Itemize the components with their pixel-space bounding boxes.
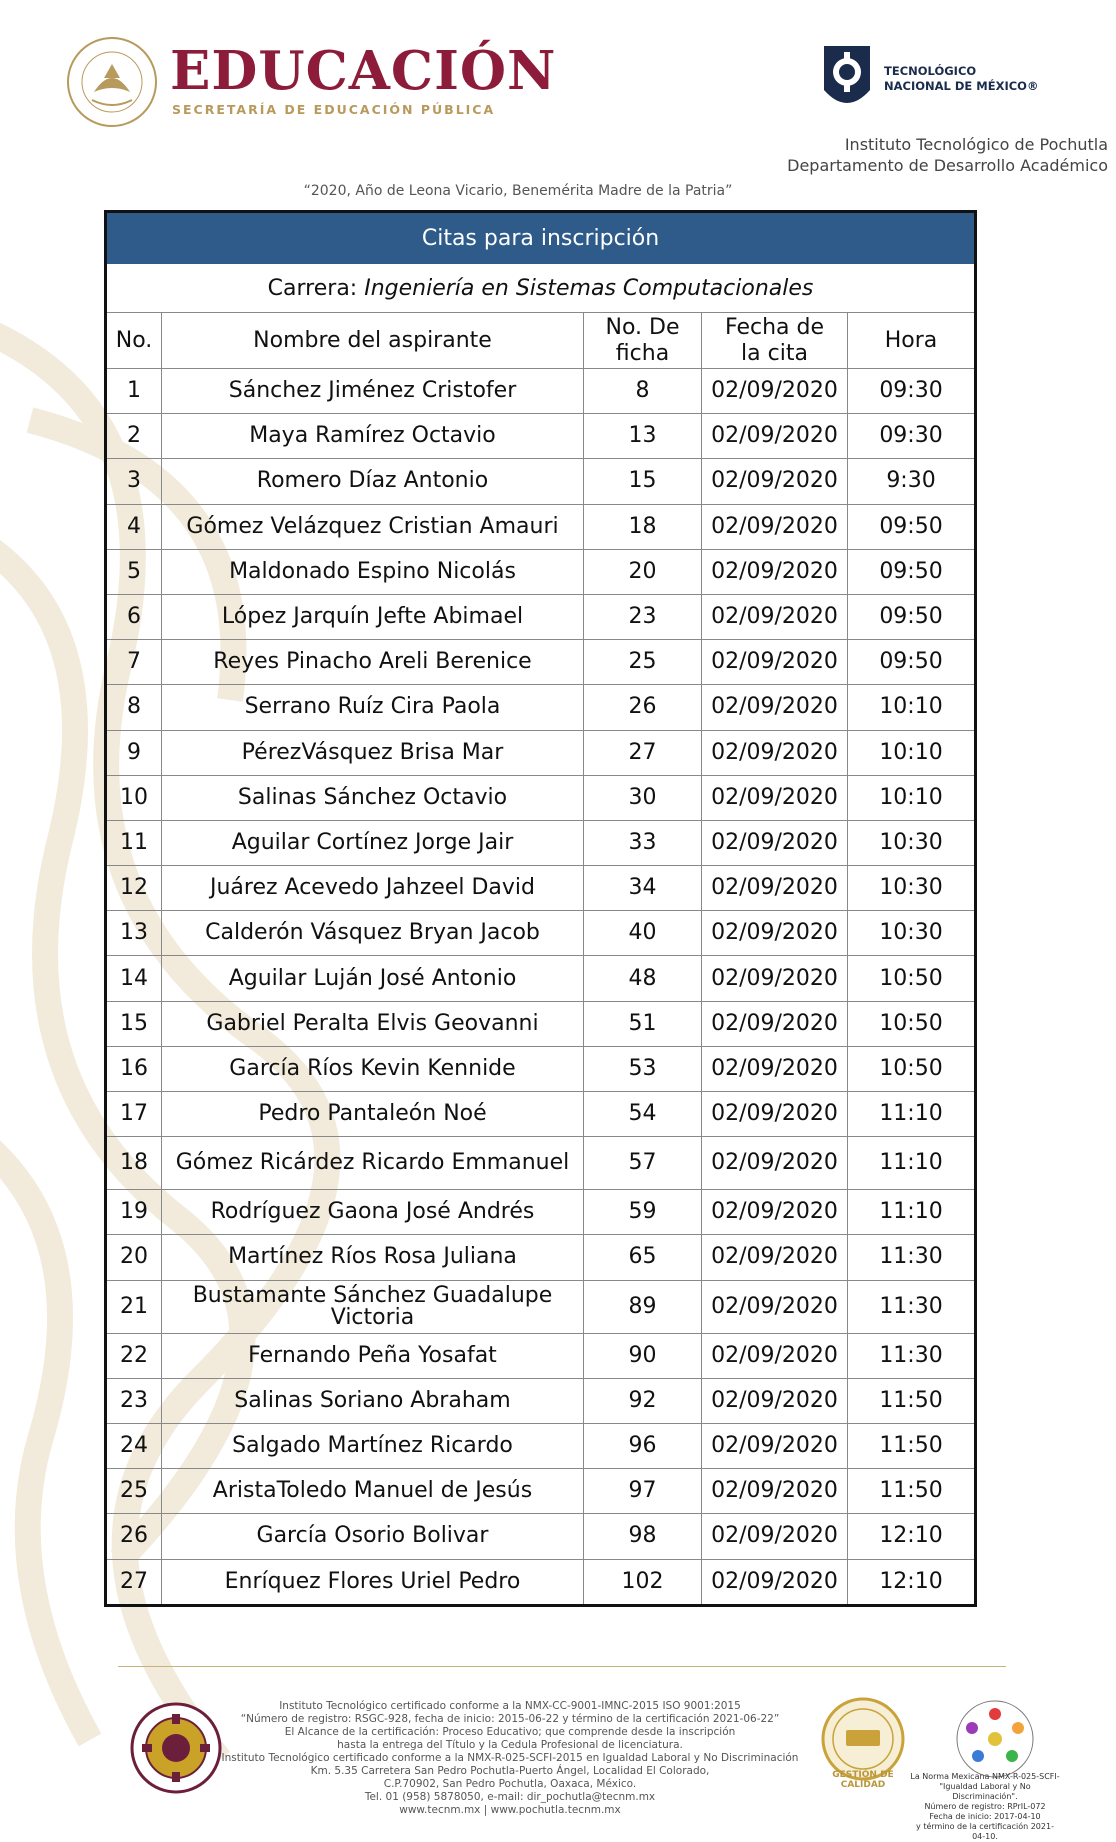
cell-ficha: 26 <box>584 685 702 730</box>
tecnm-name <box>884 64 1038 94</box>
cell-no: 20 <box>106 1235 162 1280</box>
table-row <box>106 820 976 865</box>
table-row <box>106 369 976 414</box>
cell-fecha: 02/09/2020 <box>702 1423 848 1468</box>
footer-line: Km. 5.35 Carretera San Pedro Pochutla-Puerto Ángel, Localidad El Colorado, <box>310 1765 710 1777</box>
tecnm-line2: NACIONAL DE MÉXICO® <box>884 79 1039 93</box>
cell-no: 27 <box>106 1559 162 1605</box>
cell-hora: 11:10 <box>848 1190 976 1235</box>
cell-ficha: 15 <box>584 459 702 504</box>
itp-logo-icon <box>128 1700 224 1796</box>
cell-fecha: 02/09/2020 <box>702 414 848 459</box>
igualdad-line: y término de la certificación 2021-04-10. <box>916 1822 1054 1841</box>
mexico-seal-icon <box>64 34 160 130</box>
igualdad-line: "Igualdad Laboral y No Discriminación". <box>939 1782 1031 1801</box>
cell-hora: 10:10 <box>848 775 976 820</box>
cell-ficha: 53 <box>584 1046 702 1091</box>
cell-hora: 11:10 <box>848 1092 976 1137</box>
table-row <box>106 459 976 504</box>
col-ficha-line1: No. De <box>605 314 680 340</box>
cell-no: 19 <box>106 1190 162 1235</box>
cell-nombre: Sánchez Jiménez Cristofer <box>162 369 584 414</box>
cell-ficha: 57 <box>584 1137 702 1190</box>
igualdad-laboral-icon <box>950 1696 1040 1782</box>
cell-ficha: 97 <box>584 1469 702 1514</box>
cell-no: 10 <box>106 775 162 820</box>
table-row <box>106 1092 976 1137</box>
cell-ficha: 18 <box>584 504 702 549</box>
cell-ficha: 65 <box>584 1235 702 1280</box>
cell-fecha: 02/09/2020 <box>702 866 848 911</box>
header <box>0 0 1116 200</box>
cell-no: 21 <box>106 1280 162 1333</box>
table-row <box>106 911 976 956</box>
cell-hora: 09:30 <box>848 369 976 414</box>
cell-hora: 10:50 <box>848 956 976 1001</box>
cell-ficha: 40 <box>584 911 702 956</box>
cell-ficha: 54 <box>584 1092 702 1137</box>
cell-no: 22 <box>106 1333 162 1378</box>
cell-nombre: PérezVásquez Brisa Mar <box>162 730 584 775</box>
cell-nombre: Salgado Martínez Ricardo <box>162 1423 584 1468</box>
carrera-cell <box>106 264 976 313</box>
cell-no: 3 <box>106 459 162 504</box>
cell-hora: 11:30 <box>848 1280 976 1333</box>
tecnm-logo-icon <box>818 42 876 116</box>
cell-no: 8 <box>106 685 162 730</box>
cell-fecha: 02/09/2020 <box>702 1280 848 1333</box>
cell-nombre: Aguilar Cortínez Jorge Jair <box>162 820 584 865</box>
cell-no: 1 <box>106 369 162 414</box>
cell-nombre: Romero Díaz Antonio <box>162 459 584 504</box>
table-row <box>106 1137 976 1190</box>
table-row <box>106 730 976 775</box>
cell-nombre: Maya Ramírez Octavio <box>162 414 584 459</box>
cell-no: 24 <box>106 1423 162 1468</box>
cell-ficha: 98 <box>584 1514 702 1559</box>
col-nombre: Nombre del aspirante <box>162 313 584 369</box>
table-title: Citas para inscripción <box>106 212 976 264</box>
institute-block <box>787 134 1108 176</box>
table-row <box>106 956 976 1001</box>
cell-no: 17 <box>106 1092 162 1137</box>
cell-nombre: Aguilar Luján José Antonio <box>162 956 584 1001</box>
cell-nombre: García Ríos Kevin Kennide <box>162 1046 584 1091</box>
cell-ficha: 33 <box>584 820 702 865</box>
cell-ficha: 89 <box>584 1280 702 1333</box>
cell-fecha: 02/09/2020 <box>702 956 848 1001</box>
table-row <box>106 685 976 730</box>
table-row <box>106 414 976 459</box>
cell-no: 26 <box>106 1514 162 1559</box>
cell-ficha: 90 <box>584 1333 702 1378</box>
cell-no: 23 <box>106 1378 162 1423</box>
cell-no: 14 <box>106 956 162 1001</box>
table-row <box>106 1469 976 1514</box>
edu-title: EDUCACIÓN <box>170 40 557 102</box>
cell-fecha: 02/09/2020 <box>702 1378 848 1423</box>
footer-divider <box>118 1666 1006 1667</box>
cell-fecha: 02/09/2020 <box>702 1469 848 1514</box>
cell-hora: 09:30 <box>848 414 976 459</box>
cell-nombre: López Jarquín Jefte Abimael <box>162 594 584 639</box>
cell-hora: 11:50 <box>848 1378 976 1423</box>
table-row <box>106 640 976 685</box>
cell-fecha: 02/09/2020 <box>702 730 848 775</box>
cell-fecha: 02/09/2020 <box>702 1092 848 1137</box>
footer-line: Instituto Tecnológico certificado conforme a la NMX-CC-9001-IMNC-2015 ISO 9001:2015 <box>279 1700 741 1712</box>
cell-nombre: Enríquez Flores Uriel Pedro <box>162 1559 584 1605</box>
table-body <box>106 369 976 1606</box>
footer-line: El Alcance de la certificación: Proceso Educativo; que comprende desde la inscripción <box>284 1726 736 1738</box>
table-row <box>106 1333 976 1378</box>
footer-text <box>220 1700 800 1817</box>
cell-no: 2 <box>106 414 162 459</box>
carrera-label: Carrera: <box>267 275 365 301</box>
cell-ficha: 51 <box>584 1001 702 1046</box>
table-row <box>106 594 976 639</box>
cell-nombre: Rodríguez Gaona José Andrés <box>162 1190 584 1235</box>
footer-line: www.tecnm.mx | www.pochutla.tecnm.mx <box>399 1804 621 1816</box>
table-row <box>106 549 976 594</box>
col-no: No. <box>106 313 162 369</box>
cell-nombre: Pedro Pantaleón Noé <box>162 1092 584 1137</box>
cell-fecha: 02/09/2020 <box>702 685 848 730</box>
cell-nombre: García Osorio Bolivar <box>162 1514 584 1559</box>
cell-hora: 10:30 <box>848 866 976 911</box>
cell-fecha: 02/09/2020 <box>702 1190 848 1235</box>
cell-nombre: Juárez Acevedo Jahzeel David <box>162 866 584 911</box>
cell-no: 5 <box>106 549 162 594</box>
table-row <box>106 1046 976 1091</box>
col-fecha-line1: Fecha de <box>725 314 824 340</box>
cell-fecha: 02/09/2020 <box>702 594 848 639</box>
cell-nombre: Gómez Velázquez Cristian Amauri <box>162 504 584 549</box>
cell-fecha: 02/09/2020 <box>702 504 848 549</box>
cell-hora: 12:10 <box>848 1514 976 1559</box>
cell-nombre: AristaToledo Manuel de Jesús <box>162 1469 584 1514</box>
cell-no: 11 <box>106 820 162 865</box>
cell-no: 9 <box>106 730 162 775</box>
cell-fecha: 02/09/2020 <box>702 1001 848 1046</box>
cell-hora: 10:50 <box>848 1046 976 1091</box>
cell-fecha: 02/09/2020 <box>702 1514 848 1559</box>
table-row <box>106 775 976 820</box>
cell-fecha: 02/09/2020 <box>702 1137 848 1190</box>
cell-ficha: 34 <box>584 866 702 911</box>
table-row <box>106 1001 976 1046</box>
table-row <box>106 1559 976 1605</box>
footer-line: Tel. 01 (958) 5878050, e-mail: dir_pochutla@tecnm.mx <box>364 1791 656 1803</box>
cell-no: 6 <box>106 594 162 639</box>
cell-hora: 10:30 <box>848 820 976 865</box>
cell-hora: 11:50 <box>848 1469 976 1514</box>
cell-no: 12 <box>106 866 162 911</box>
cell-hora: 10:30 <box>848 911 976 956</box>
cell-fecha: 02/09/2020 <box>702 640 848 685</box>
cell-ficha: 48 <box>584 956 702 1001</box>
footer-line: Instituto Tecnológico certificado conforme a la NMX-R-025-SCFI-2015 en Igualdad Laboral y No Discriminación <box>221 1752 799 1764</box>
cell-nombre: Serrano Ruíz Cira Paola <box>162 685 584 730</box>
igualdad-line: Fecha de inicio: 2017-04-10 <box>929 1812 1041 1821</box>
cell-no: 4 <box>106 504 162 549</box>
table-row <box>106 1378 976 1423</box>
col-fecha-line2: la cita <box>741 340 808 366</box>
table-row <box>106 1235 976 1280</box>
col-ficha <box>584 313 702 369</box>
cell-hora: 11:30 <box>848 1235 976 1280</box>
igualdad-line: Número de registro: RPrIL-072 <box>924 1802 1046 1811</box>
cell-no: 13 <box>106 911 162 956</box>
cell-ficha: 59 <box>584 1190 702 1235</box>
table-row <box>106 1514 976 1559</box>
department-name: Departamento de Desarrollo Académico <box>787 156 1108 175</box>
cell-hora: 12:10 <box>848 1559 976 1605</box>
col-ficha-line2: ficha <box>615 340 670 366</box>
cell-nombre: Bustamante Sánchez Guadalupe Victoria <box>162 1280 584 1333</box>
cell-hora: 10:50 <box>848 1001 976 1046</box>
cell-nombre: Martínez Ríos Rosa Juliana <box>162 1235 584 1280</box>
cell-hora: 11:30 <box>848 1333 976 1378</box>
table-row <box>106 504 976 549</box>
cell-fecha: 02/09/2020 <box>702 459 848 504</box>
appointments-table <box>104 210 977 1607</box>
cell-fecha: 02/09/2020 <box>702 911 848 956</box>
cell-ficha: 20 <box>584 549 702 594</box>
cell-fecha: 02/09/2020 <box>702 1046 848 1091</box>
cell-ficha: 30 <box>584 775 702 820</box>
table-row <box>106 1280 976 1333</box>
igualdad-text <box>910 1772 1060 1842</box>
cell-hora: 10:10 <box>848 685 976 730</box>
table-row <box>106 866 976 911</box>
cell-fecha: 02/09/2020 <box>702 1559 848 1605</box>
cell-hora: 9:30 <box>848 459 976 504</box>
motto <box>0 183 1116 199</box>
cell-no: 15 <box>106 1001 162 1046</box>
footer-line: C.P.70902, San Pedro Pochutla, Oaxaca, México. <box>383 1778 637 1790</box>
motto-text: “2020, Año de Leona Vicario, Benemérita Madre de la Patria” <box>303 183 733 199</box>
cell-no: 25 <box>106 1469 162 1514</box>
cell-no: 18 <box>106 1137 162 1190</box>
cell-ficha: 96 <box>584 1423 702 1468</box>
cell-ficha: 23 <box>584 594 702 639</box>
cell-ficha: 13 <box>584 414 702 459</box>
cell-nombre: Reyes Pinacho Areli Berenice <box>162 640 584 685</box>
cell-ficha: 92 <box>584 1378 702 1423</box>
cell-no: 7 <box>106 640 162 685</box>
table-row <box>106 1190 976 1235</box>
institute-name: Instituto Tecnológico de Pochutla <box>844 135 1108 154</box>
cell-ficha: 25 <box>584 640 702 685</box>
cell-nombre: Calderón Vásquez Bryan Jacob <box>162 911 584 956</box>
cell-ficha: 8 <box>584 369 702 414</box>
cell-hora: 09:50 <box>848 549 976 594</box>
table-row <box>106 1423 976 1468</box>
tecnm-line1: TECNOLÓGICO <box>884 64 977 78</box>
cell-hora: 09:50 <box>848 504 976 549</box>
cell-hora: 09:50 <box>848 594 976 639</box>
calidad-label: GESTIÓN DE CALIDAD <box>832 1770 894 1790</box>
cell-fecha: 02/09/2020 <box>702 369 848 414</box>
cell-nombre: Salinas Soriano Abraham <box>162 1378 584 1423</box>
cell-nombre: Maldonado Espino Nicolás <box>162 549 584 594</box>
footer-line: hasta la entrega del Título y la Cedula Profesional de licenciatura. <box>337 1739 683 1751</box>
cell-ficha: 102 <box>584 1559 702 1605</box>
cell-fecha: 02/09/2020 <box>702 1235 848 1280</box>
carrera-value: Ingeniería en Sistemas Computacionales <box>364 275 814 301</box>
cell-nombre: Fernando Peña Yosafat <box>162 1333 584 1378</box>
edu-subtitle: SECRETARÍA DE EDUCACIÓN PÚBLICA <box>172 102 496 117</box>
cell-fecha: 02/09/2020 <box>702 820 848 865</box>
col-fecha <box>702 313 848 369</box>
cell-ficha: 27 <box>584 730 702 775</box>
cell-nombre: Salinas Sánchez Octavio <box>162 775 584 820</box>
cell-fecha: 02/09/2020 <box>702 775 848 820</box>
cell-hora: 11:10 <box>848 1137 976 1190</box>
igualdad-line: La Norma Mexicana NMX-R-025-SCFI- <box>910 1772 1060 1781</box>
cell-hora: 10:10 <box>848 730 976 775</box>
cell-fecha: 02/09/2020 <box>702 1333 848 1378</box>
col-hora: Hora <box>848 313 976 369</box>
cell-no: 16 <box>106 1046 162 1091</box>
footer-line: “Número de registro: RSGC-928, fecha de inicio: 2015-06-22 y término de la certificación 2021-06-22” <box>240 1713 780 1725</box>
cell-hora: 11:50 <box>848 1423 976 1468</box>
cell-nombre: Gabriel Peralta Elvis Geovanni <box>162 1001 584 1046</box>
cell-hora: 09:50 <box>848 640 976 685</box>
cell-nombre: Gómez Ricárdez Ricardo Emmanuel <box>162 1137 584 1190</box>
cell-fecha: 02/09/2020 <box>702 549 848 594</box>
